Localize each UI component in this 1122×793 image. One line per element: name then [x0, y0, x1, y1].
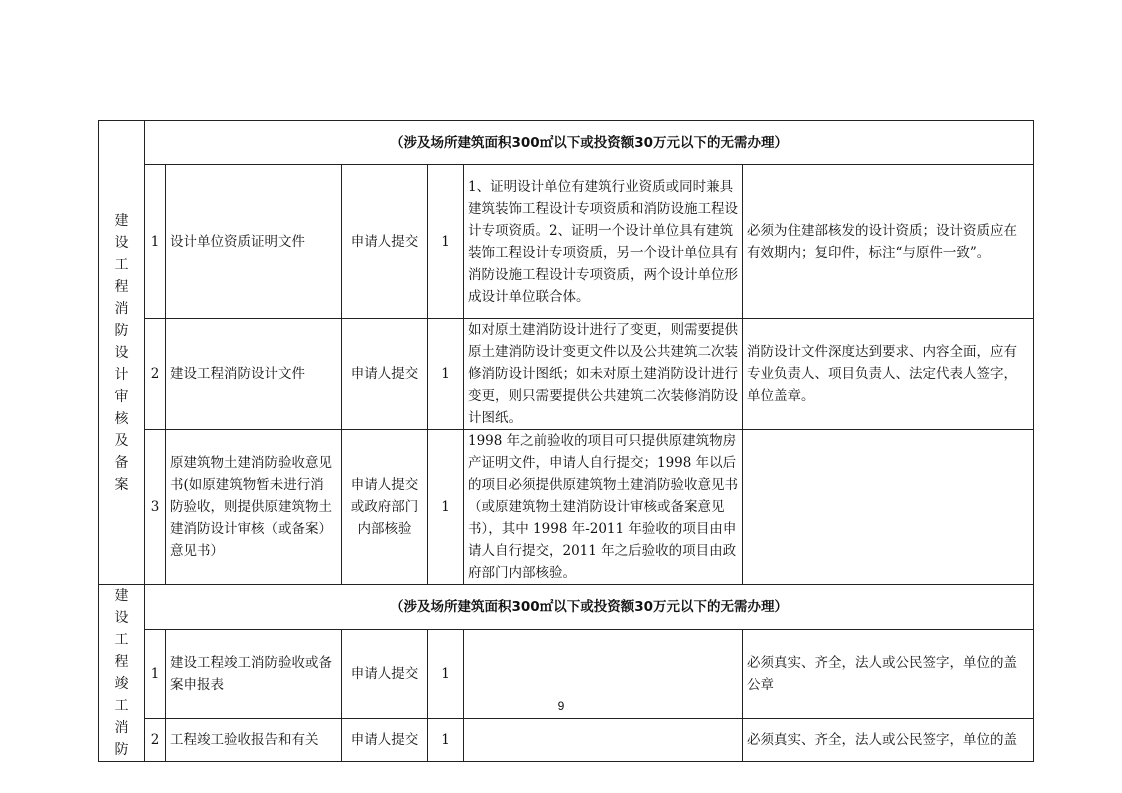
- material-requirement: 必须为住建部核发的设计资质；设计资质应在有效期内；复印件，标注“与原件一致”。: [743, 165, 1034, 319]
- material-requirement: 必须真实、齐全，法人或公民签字，单位的盖公章: [743, 629, 1034, 718]
- material-description: [464, 719, 743, 762]
- table-row: [99, 719, 1034, 762]
- row-number: 2: [145, 719, 166, 762]
- material-name: 设计单位资质证明文件: [166, 165, 342, 319]
- material-name: 原建筑物土建消防验收意见书(如原建筑物暂未进行消防验收，则提供原建筑物土建消防设计审核（或备案）意见书）: [166, 430, 342, 585]
- row-number: 2: [145, 319, 166, 430]
- material-description: 1、证明设计单位有建筑行业资质或同时兼具建筑装饰工程设计专项资质和消防设施工程设计专项资质。2、证明一个设计单位具有建筑装饰工程设计专项资质，另一个设计单位具有消防设施工程设计专项资质，两个设计单位形成设计单位联合体。: [464, 165, 743, 319]
- section1-category-cell: [99, 121, 145, 585]
- table-row: [99, 430, 1034, 585]
- material-requirement: 必须真实、齐全，法人或公民签字，单位的盖: [743, 719, 1034, 762]
- material-source: 申请人提交: [342, 319, 428, 430]
- materials-table: [98, 120, 1034, 762]
- material-source: 申请人提交: [342, 629, 428, 718]
- material-source: 申请人提交: [342, 165, 428, 319]
- material-description: 1998 年之前验收的项目可只提供原建筑物房产证明文件，申请人自行提交；1998 年以后的项目必须提供原建筑物土建消防验收意见书（或原建筑物土建消防设计审核或备案意见书），其中 1998 年-2011 年验收的项目由申请人自行提交，2011 年之后验收的项目由政府部门内部核验。: [464, 430, 743, 585]
- page-number: 9: [557, 699, 565, 713]
- section1-category: 建设工程消防设计审核及备案: [114, 212, 129, 493]
- material-name: 工程竣工验收报告和有关: [166, 719, 342, 762]
- material-count: 1: [428, 719, 464, 762]
- material-count: 1: [428, 319, 464, 430]
- section1-header: （涉及场所建筑面积300㎡以下或投资额30万元以下的无需办理）: [145, 121, 1034, 165]
- material-source: 申请人提交: [342, 719, 428, 762]
- material-name: 建设工程竣工消防验收或备案申报表: [166, 629, 342, 718]
- material-source: 申请人提交或政府部门内部核验: [342, 430, 428, 585]
- section2-header: （涉及场所建筑面积300㎡以下或投资额30万元以下的无需办理）: [145, 585, 1034, 630]
- section2-header-row: [99, 585, 1034, 630]
- material-name: 建设工程消防设计文件: [166, 319, 342, 430]
- material-count: 1: [428, 165, 464, 319]
- row-number: 3: [145, 430, 166, 585]
- material-description: 如对原土建消防设计进行了变更，则需要提供原土建消防设计变更文件以及公共建筑二次装修消防设计图纸；如未对原土建消防设计进行变更，则只需要提供公共建筑二次装修消防设计图纸。: [464, 319, 743, 430]
- section2-category-cell: [99, 585, 145, 762]
- material-count: 1: [428, 629, 464, 718]
- section1-header-row: [99, 121, 1034, 165]
- table-row: [99, 319, 1034, 430]
- material-count: 1: [428, 430, 464, 585]
- material-requirement: 消防设计文件深度达到要求、内容全面，应有专业负责人、项目负责人、法定代表人签字，单位盖章。: [743, 319, 1034, 430]
- material-requirement: [743, 430, 1034, 585]
- row-number: 1: [145, 629, 166, 718]
- table-row: [99, 165, 1034, 319]
- row-number: 1: [145, 165, 166, 319]
- section2-category: 建设工程竣工消防: [114, 588, 129, 758]
